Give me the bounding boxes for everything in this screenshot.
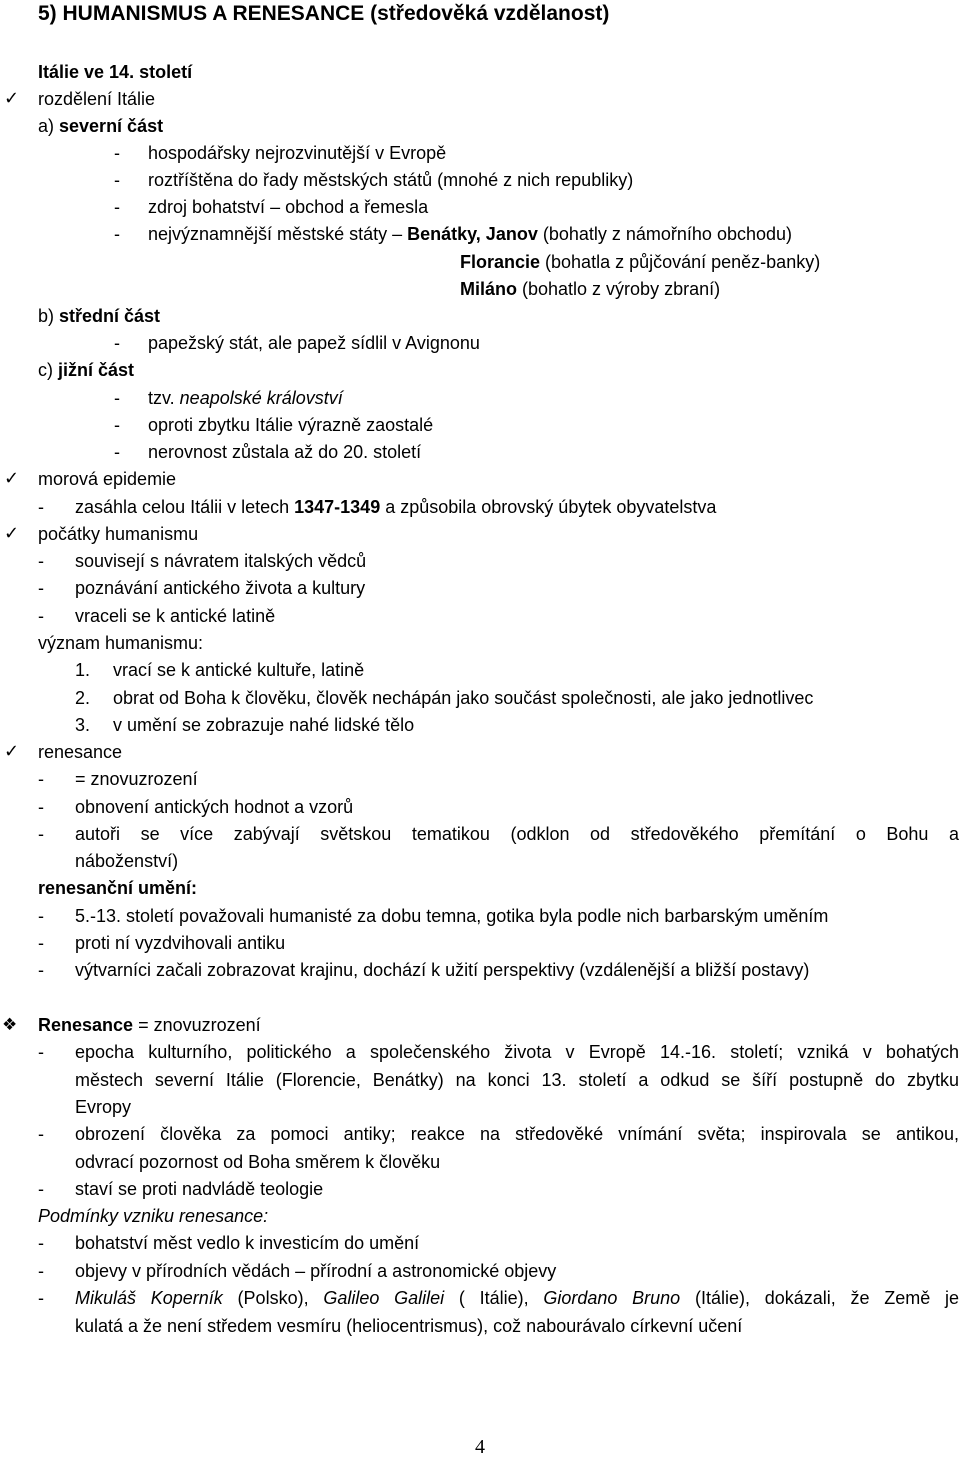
dash-bullet: - bbox=[38, 1124, 44, 1144]
humanism-heading: počátky humanismu bbox=[38, 524, 199, 544]
list-item: výtvarníci začali zobrazovat krajinu, dochází k užití perspektivy (vzdálenější a bližší postavy) bbox=[75, 960, 810, 980]
list-item: obnovení antických hodnot a vzorů bbox=[75, 797, 354, 817]
list-item-continuation: odvrací pozornost od Boha směrem k člověku bbox=[75, 1152, 441, 1172]
list-item: vraceli se k antické latině bbox=[75, 606, 276, 626]
meaning-heading: význam humanismu: bbox=[38, 633, 204, 653]
dash-bullet: - bbox=[114, 442, 120, 462]
dash-bullet: - bbox=[38, 933, 44, 953]
numbered-item: obrat od Boha k člověku, člověk nechápán jako součást společnosti, ale jako jednotlivec bbox=[113, 688, 814, 708]
dash-bullet: - bbox=[38, 824, 44, 844]
list-item: nerovnost zůstala až do 20. století bbox=[148, 442, 422, 462]
list-item: objevy v přírodních vědách – přírodní a astronomické objevy bbox=[75, 1261, 557, 1281]
north-part-heading: a) severní část bbox=[38, 116, 164, 136]
list-item-kingdom: tzv. neapolské království bbox=[148, 388, 343, 408]
dash-bullet: - bbox=[114, 224, 120, 244]
dash-bullet: - bbox=[38, 906, 44, 926]
dash-bullet: - bbox=[38, 551, 44, 571]
plague-heading: morová epidemie bbox=[38, 469, 177, 489]
list-item: souvisejí s návratem italských vědců bbox=[75, 551, 367, 571]
list-number: 2. bbox=[75, 688, 91, 708]
diamond-bullet-icon: ❖ bbox=[2, 1015, 18, 1035]
dash-bullet: - bbox=[114, 388, 120, 408]
check-icon: ✓ bbox=[4, 88, 20, 109]
dash-bullet: - bbox=[114, 197, 120, 217]
dash-bullet: - bbox=[38, 769, 44, 789]
dash-bullet: - bbox=[38, 606, 44, 626]
list-item: zdroj bohatství – obchod a řemesla bbox=[148, 197, 429, 217]
middle-part-heading: b) střední část bbox=[38, 306, 161, 326]
dash-bullet: - bbox=[38, 497, 44, 517]
dash-bullet: - bbox=[38, 1042, 44, 1062]
dash-bullet: - bbox=[38, 1261, 44, 1281]
dash-bullet: - bbox=[38, 797, 44, 817]
list-item: oproti zbytku Itálie výrazně zaostalé bbox=[148, 415, 434, 435]
dash-bullet: - bbox=[114, 415, 120, 435]
list-item: staví se proti nadvládě teologie bbox=[75, 1179, 324, 1199]
section-heading-italy: Itálie ve 14. století bbox=[38, 62, 193, 82]
check-icon: ✓ bbox=[4, 523, 20, 544]
list-number: 1. bbox=[75, 660, 91, 680]
list-item: = znovuzrození bbox=[75, 769, 198, 789]
renaissance2-heading: Renesance = znovuzrození bbox=[38, 1015, 261, 1035]
list-item: 5.-13. století považovali humanisté za dobu temna, gotika byla podle nich barbarským uměním bbox=[75, 906, 829, 926]
list-item: papežský stát, ale papež sídlil v Avignonu bbox=[148, 333, 480, 353]
page-title: 5) HUMANISMUS A RENESANCE (středověká vzdělanost) bbox=[38, 2, 610, 25]
dash-bullet: - bbox=[38, 1179, 44, 1199]
numbered-item: vrací se k antické kultuře, latině bbox=[113, 660, 365, 680]
conditions-heading: Podmínky vzniku renesance: bbox=[38, 1206, 269, 1226]
page-number: 4 bbox=[475, 1436, 485, 1458]
list-item: autoři se více zabývají světskou tematikou (odklon od středověkého přemítání o Bohu a bbox=[75, 824, 959, 844]
south-part-heading: c) jižní část bbox=[38, 360, 135, 380]
dash-bullet: - bbox=[38, 578, 44, 598]
list-item: bohatství měst vedlo k investicím do umění bbox=[75, 1233, 420, 1253]
check-icon: ✓ bbox=[4, 741, 20, 762]
list-item-cities: nejvýznamnější městské státy – Benátky, Janov (bohatly z námořního obchodu) bbox=[148, 224, 792, 244]
list-item: epocha kulturního, politického a společenského života v Evropě 14.-16. století; vzniká v bohatých bbox=[75, 1042, 959, 1062]
list-item-continuation: kulatá a že není středem vesmíru (heliocentrismus), což nabourávalo církevní učení bbox=[75, 1316, 743, 1336]
dash-bullet: - bbox=[38, 1288, 44, 1308]
list-item: obrození člověka za pomoci antiky; reakce na středověké vnímání světa; inspirovala se antikou, bbox=[75, 1124, 959, 1144]
plague-text: zasáhla celou Itálii v letech 1347-1349 a způsobila obrovský úbytek obyvatelstva bbox=[75, 497, 717, 517]
renaissance-heading: renesance bbox=[38, 742, 123, 762]
list-item: roztříštěna do řady městských států (mnohé z nich republiky) bbox=[148, 170, 634, 190]
dash-bullet: - bbox=[114, 143, 120, 163]
list-item: hospodářsky nejrozvinutější v Evropě bbox=[148, 143, 447, 163]
art-heading: renesanční umění: bbox=[38, 878, 198, 898]
list-item-continuation: městech severní Itálie (Florencie, Benátky) na konci 13. století a odkud se šíří postupně do zbytku bbox=[75, 1070, 959, 1090]
list-number: 3. bbox=[75, 715, 91, 735]
list-item: proti ní vyzdvihovali antiku bbox=[75, 933, 286, 953]
italy-split: rozdělení Itálie bbox=[38, 89, 156, 109]
list-item-continuation: náboženství) bbox=[75, 851, 179, 871]
dash-bullet: - bbox=[114, 333, 120, 353]
check-icon: ✓ bbox=[4, 468, 20, 489]
numbered-item: v umění se zobrazuje nahé lidské tělo bbox=[113, 715, 415, 735]
city-florence: Florancie (bohatla z půjčování peněz-banky) bbox=[460, 252, 821, 272]
list-item-scientists: Mikuláš Koperník (Polsko), Galileo Galilei ( Itálie), Giordano Bruno (Itálie), dokázali, že Země je bbox=[75, 1288, 959, 1308]
dash-bullet: - bbox=[114, 170, 120, 190]
list-item-continuation: Evropy bbox=[75, 1097, 132, 1117]
list-item: poznávání antického života a kultury bbox=[75, 578, 366, 598]
dash-bullet: - bbox=[38, 960, 44, 980]
city-milan: Miláno (bohatlo z výroby zbraní) bbox=[460, 279, 721, 299]
dash-bullet: - bbox=[38, 1233, 44, 1253]
